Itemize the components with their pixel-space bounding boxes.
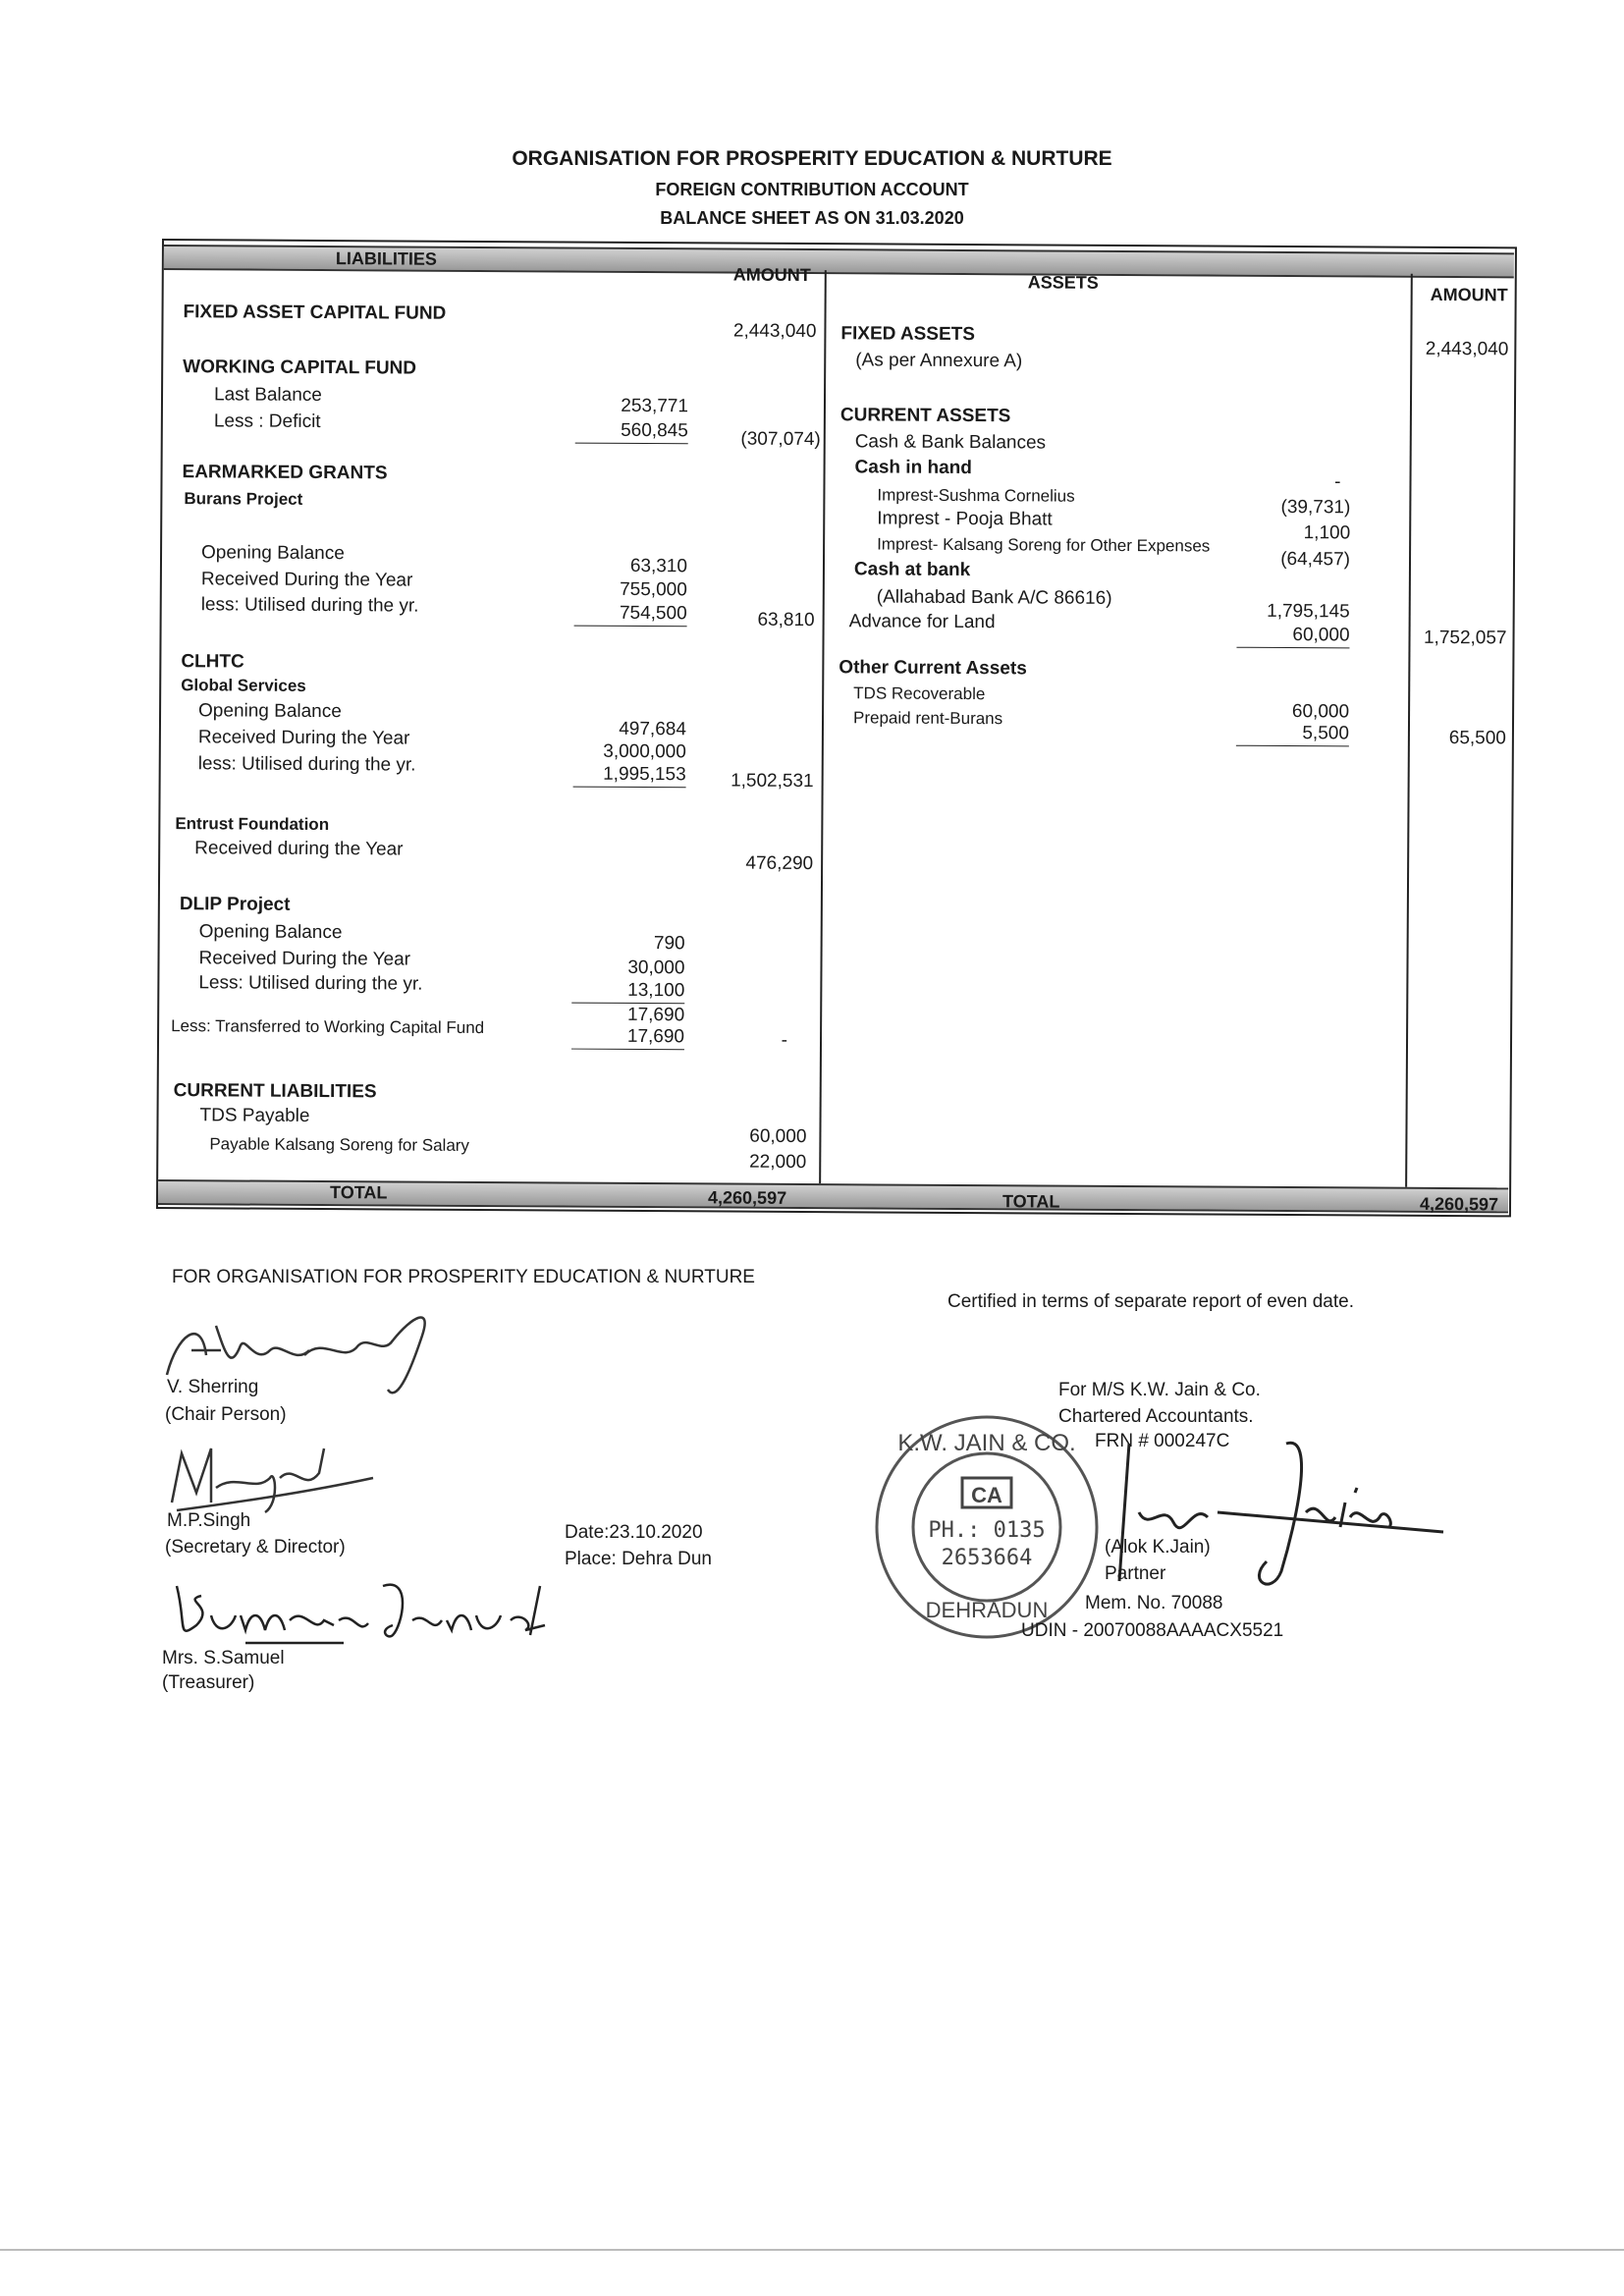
prepaid-rent-label: Prepaid rent-Burans xyxy=(852,708,1003,729)
imprest-pooja-label: Imprest - Pooja Bhatt xyxy=(877,508,1053,530)
stamp-phone2: 2653664 xyxy=(941,1546,1033,1570)
treasurer-name: Mrs. S.Samuel xyxy=(162,1648,285,1668)
fixed-assets-label: FIXED ASSETS xyxy=(840,323,976,346)
imprest-kalsang-label: Imprest- Kalsang Soreng for Other Expenses xyxy=(877,534,1211,556)
burans-received-label: Received During the Year xyxy=(200,569,413,591)
treasurer-signature xyxy=(157,1566,550,1650)
chair-role: (Chair Person) xyxy=(165,1404,287,1425)
dlip-subtotal: 17,690 xyxy=(626,1004,685,1026)
col-amount-left: AMOUNT xyxy=(732,264,811,286)
total-amount-left: 4,260,597 xyxy=(707,1187,787,1208)
chair-name: V. Sherring xyxy=(167,1377,259,1397)
stamp-top-text: K.W. JAIN & CO. xyxy=(897,1430,1076,1456)
working-capital-fund-amount: (307,074) xyxy=(740,428,821,451)
payable-salary-label: Payable Kalsang Soreng for Salary xyxy=(209,1134,470,1155)
dlip-opening-value: 790 xyxy=(653,933,685,955)
fixed-asset-capital-fund-label: FIXED ASSET CAPITAL FUND xyxy=(183,301,447,324)
secretary-role: (Secretary & Director) xyxy=(165,1537,346,1558)
allahabad-bank-label: (Allahabad Bank A/C 86616) xyxy=(876,586,1112,609)
stamp-phone1: PH.: 0135 xyxy=(928,1518,1046,1543)
burans-project-label: Burans Project xyxy=(184,489,303,509)
tds-payable-value: 60,000 xyxy=(749,1125,807,1148)
stamp-bottom-text: DEHRADUN xyxy=(925,1598,1049,1622)
burans-opening-label: Opening Balance xyxy=(200,542,345,565)
place: Place: Dehra Dun xyxy=(565,1549,712,1569)
clhtc-utilised-label: less: Utilised during the yr. xyxy=(197,753,416,776)
date: Date:23.10.2020 xyxy=(565,1522,703,1543)
cash-bank-balances-label: Cash & Bank Balances xyxy=(854,431,1047,454)
clhtc-received-label: Received During the Year xyxy=(197,727,410,749)
dlip-transfer-label: Less: Transferred to Working Capital Fund xyxy=(171,1016,485,1038)
fixed-asset-capital-fund-amount: 2,443,040 xyxy=(732,320,817,343)
col-liabilities: LIABILITIES xyxy=(335,248,437,269)
udin: UDIN - 20070088AAAACX5521 xyxy=(1021,1620,1284,1641)
last-balance-label: Last Balance xyxy=(213,384,322,406)
global-services-label: Global Services xyxy=(181,676,306,695)
current-assets-label: CURRENT ASSETS xyxy=(839,405,1011,427)
sheet-title: BALANCE SHEET AS ON 31.03.2020 xyxy=(660,208,964,228)
auditor-firm: For M/S K.W. Jain & Co. xyxy=(1058,1380,1261,1400)
cash-at-bank-label: Cash at bank xyxy=(853,559,971,581)
dlip-received-label: Received During the Year xyxy=(198,948,411,970)
dlip-transfer-value: 17,690 xyxy=(571,1026,684,1051)
current-assets-amount: 1,752,057 xyxy=(1423,627,1507,649)
entrust-amount: 476,290 xyxy=(745,852,814,875)
clhtc-utilised-value: 1,995,153 xyxy=(573,764,686,789)
secretary-signature xyxy=(157,1434,383,1517)
membership-number: Mem. No. 70088 xyxy=(1085,1593,1223,1613)
secretary-name: M.P.Singh xyxy=(167,1510,251,1531)
clhtc-received-value: 3,000,000 xyxy=(603,740,686,763)
fixed-assets-amount: 2,443,040 xyxy=(1425,338,1509,360)
divider-left-amount xyxy=(819,270,827,1183)
col-amount-right: AMOUNT xyxy=(1430,284,1508,305)
clhtc-label: CLHTC xyxy=(181,651,244,673)
certified-text: Certified in terms of separate report of even date. xyxy=(947,1291,1354,1312)
dlip-received-value: 30,000 xyxy=(627,957,685,979)
tds-payable-label: TDS Payable xyxy=(199,1105,310,1126)
advance-for-land-value: 60,000 xyxy=(1236,625,1349,649)
current-liabilities-label: CURRENT LIABILITIES xyxy=(173,1080,377,1103)
auditor-type: Chartered Accountants. xyxy=(1058,1406,1254,1427)
total-label-left: TOTAL xyxy=(330,1182,388,1203)
dlip-utilised-value: 13,100 xyxy=(571,980,684,1005)
burans-received-value: 755,000 xyxy=(620,578,687,601)
fixed-assets-note: (As per Annexure A) xyxy=(855,350,1023,372)
payable-salary-value: 22,000 xyxy=(749,1151,807,1174)
imprest-sushma-label: Imprest-Sushma Cornelius xyxy=(877,485,1075,506)
entrust-foundation-label: Entrust Foundation xyxy=(175,814,330,835)
prepaid-rent-value: 5,500 xyxy=(1236,723,1349,747)
org-title: ORGANISATION FOR PROSPERITY EDUCATION & NURTURE xyxy=(512,147,1112,170)
cash-in-hand-dash: - xyxy=(1334,471,1341,493)
imprest-pooja-value: 1,100 xyxy=(1303,522,1351,544)
dlip-project-label: DLIP Project xyxy=(179,894,291,915)
burans-opening-value: 63,310 xyxy=(629,555,688,577)
balance-sheet-table xyxy=(156,239,1517,1217)
earmarked-amount: 63,810 xyxy=(757,609,815,631)
cash-in-hand-label: Cash in hand xyxy=(854,457,972,479)
total-label-right: TOTAL xyxy=(1001,1191,1060,1212)
auditor-stamp xyxy=(869,1409,1105,1645)
other-current-assets-amount: 65,500 xyxy=(1448,728,1506,749)
tds-recoverable-value: 60,000 xyxy=(1291,701,1350,723)
dlip-opening-label: Opening Balance xyxy=(198,921,343,944)
dlip-utilised-label: Less: Utilised during the yr. xyxy=(198,972,423,995)
tds-recoverable-label: TDS Recoverable xyxy=(853,683,986,704)
divider-right-amount xyxy=(1405,274,1413,1187)
stamp-logo: CA xyxy=(971,1483,1002,1507)
advance-for-land-label: Advance for Land xyxy=(848,611,996,633)
treasurer-role: (Treasurer) xyxy=(162,1672,255,1693)
account-title: FOREIGN CONTRIBUTION ACCOUNT xyxy=(655,180,969,199)
total-amount-right: 4,260,597 xyxy=(1419,1193,1499,1215)
col-assets: ASSETS xyxy=(1027,272,1099,293)
working-capital-fund-label: WORKING CAPITAL FUND xyxy=(183,356,417,379)
imprest-kalsang-value: (64,457) xyxy=(1280,548,1351,571)
entrust-received-label: Received during the Year xyxy=(194,838,404,860)
clhtc-opening-label: Opening Balance xyxy=(197,700,342,723)
burans-utilised-value: 754,500 xyxy=(574,603,687,628)
partner-name: (Alok K.Jain) xyxy=(1105,1537,1211,1558)
deficit-value: 560,845 xyxy=(575,420,688,445)
dlip-amount: - xyxy=(781,1029,788,1051)
imprest-sushma-value: (39,731) xyxy=(1280,496,1351,519)
for-organisation: FOR ORGANISATION FOR PROSPERITY EDUCATION & NURTURE xyxy=(172,1267,755,1287)
clhtc-amount: 1,502,531 xyxy=(731,770,814,793)
auditor-frn: FRN # 000247C xyxy=(1095,1431,1230,1451)
partner-role: Partner xyxy=(1105,1563,1166,1584)
last-balance-value: 253,771 xyxy=(621,395,689,417)
allahabad-bank-value: 1,795,145 xyxy=(1267,600,1350,623)
other-current-assets-label: Other Current Assets xyxy=(839,657,1027,680)
burans-utilised-label: less: Utilised during the yr. xyxy=(200,594,419,617)
earmarked-grants-label: EARMARKED GRANTS xyxy=(182,462,388,484)
scan-edge xyxy=(0,2249,1624,2251)
clhtc-opening-value: 497,684 xyxy=(619,718,687,740)
deficit-label: Less : Deficit xyxy=(213,410,321,432)
